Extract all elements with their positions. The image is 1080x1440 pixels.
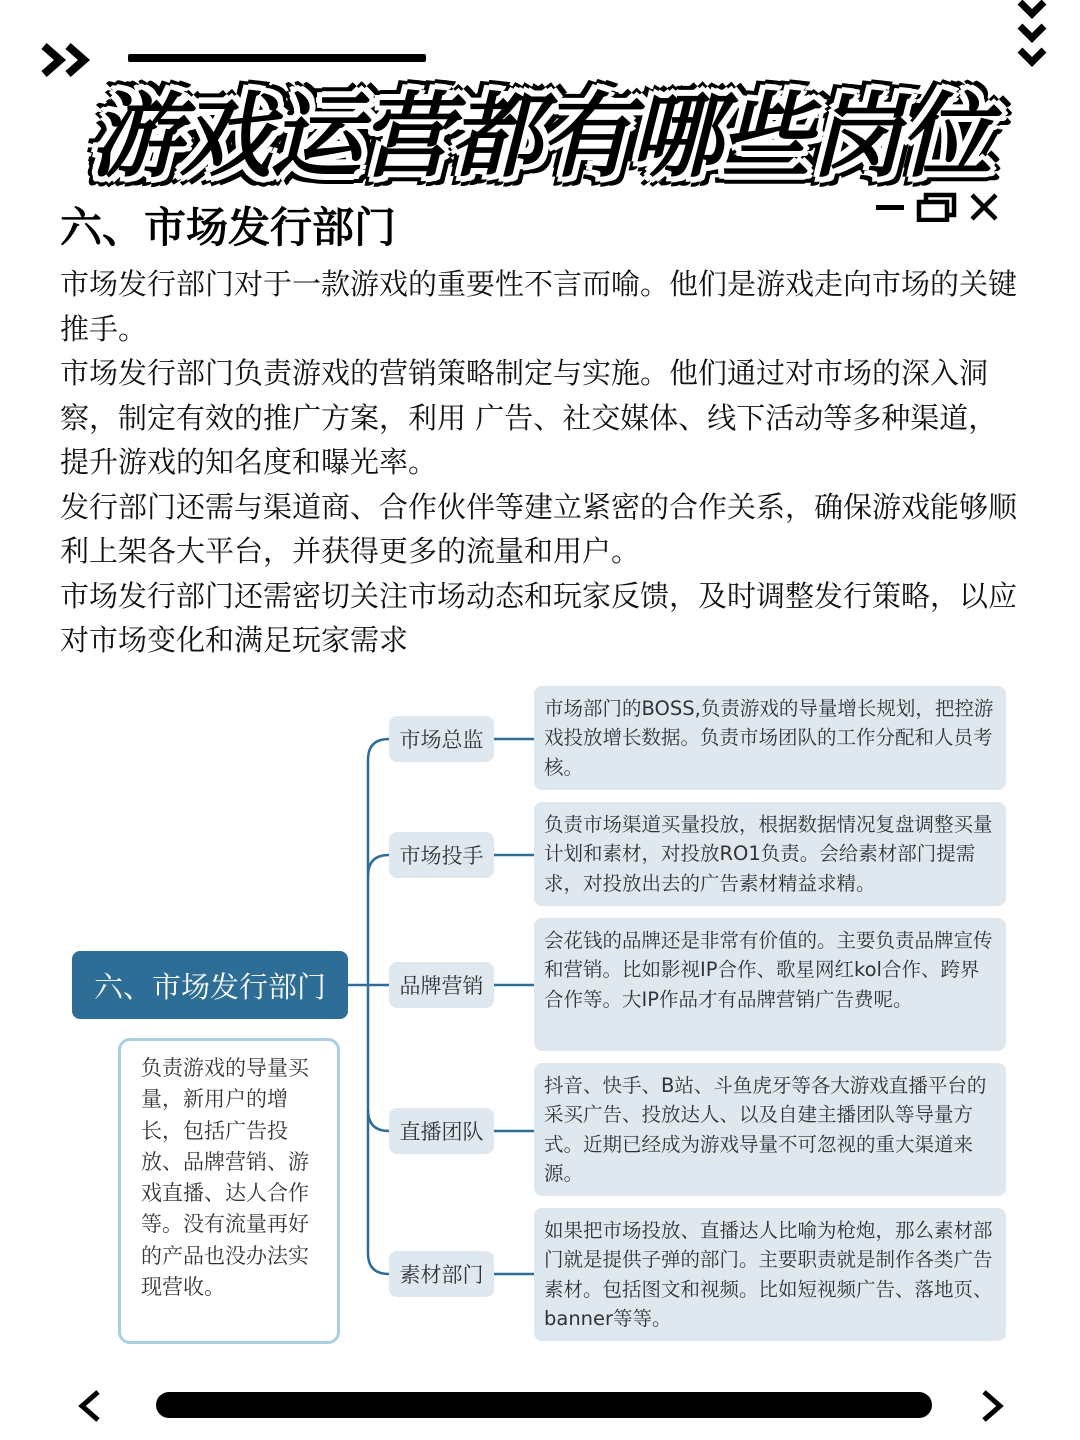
mindmap-central-node: 六、市场发行部门 <box>72 951 348 1019</box>
branch-desc-brand-marketing: 会花钱的品牌还是非常有价值的。主要负责品牌宣传和营销。比如影视IP合作、歌星网红kol合作、跨界合作等。大IP作品才有品牌营销广告费呢。 <box>534 918 1006 1051</box>
connector-trunk <box>368 739 389 1274</box>
paragraph: 市场发行部门负责游戏的营销策略制定与实施。他们通过对市场的深入洞察，制定有效的推广方案，利用 广告、社交媒体、线下活动等多种渠道，提升游戏的知名度和曝光率。 <box>60 356 998 479</box>
restore-icon[interactable] <box>919 195 954 220</box>
chevron-right-icon[interactable] <box>974 1386 1010 1426</box>
mindmap-note: 负责游戏的导量买量，新用户的增长，包括广告投放、品牌营销、游戏直播、达人合作等。没有流量再好的产品也没办法实现营收。 <box>118 1038 340 1344</box>
connector-branch-4 <box>368 1110 389 1131</box>
paragraph: 发行部门还需与渠道商、合作伙伴等建立紧密的合作关系，确保游戏能够顺利上架各大平台，并获得更多的流量和用户。 <box>60 489 1018 568</box>
branch-node-brand-marketing: 品牌营销 <box>389 962 494 1008</box>
double-chevron-right-icon <box>38 40 98 80</box>
page-title: 游戏运营都有哪些岗位 <box>89 83 990 190</box>
section-body <box>60 262 1025 663</box>
connector-branch-2 <box>368 855 389 876</box>
branch-desc-creative-dept: 如果把市场投放、直播达人比喻为枪炮，那么素材部门就是提供子弹的部门。主要职责就是制作各类广告素材。包括图文和视频。比如短视频广告、落地页、banner等等。 <box>534 1208 1006 1341</box>
section-heading: 六、市场发行部门 <box>60 203 397 252</box>
decorative-top-bar <box>128 54 426 62</box>
window-controls <box>874 192 1002 222</box>
paragraph: 市场发行部门还需密切关注市场动态和玩家反馈，及时调整发行策略，以应对市场变化和满足玩家需求 <box>60 578 1018 657</box>
branch-node-live-stream-team: 直播团队 <box>389 1108 494 1154</box>
branch-desc-market-director: 市场部门的BOSS,负责游戏的导量增长规划，把控游戏投放增长数据。负责市场团队的工作分配和人员考核。 <box>534 686 1006 790</box>
close-icon[interactable] <box>972 195 996 219</box>
branch-node-market-director: 市场总监 <box>389 716 494 762</box>
branch-node-creative-dept: 素材部门 <box>389 1251 494 1297</box>
scrollbar[interactable] <box>156 1392 932 1418</box>
triple-chevron-down-icon <box>1014 0 1050 78</box>
chevron-left-icon[interactable] <box>72 1386 108 1426</box>
branch-desc-live-stream-team: 抖音、快手、B站、斗鱼虎牙等各大游戏直播平台的采买广告、投放达人、以及自建主播团队等导量方式。近期已经成为游戏导量不可忽视的重大渠道来源。 <box>534 1063 1006 1196</box>
paragraph: 市场发行部门对于一款游戏的重要性不言而喻。他们是游戏走向市场的关键推手。 <box>60 267 1018 346</box>
minimize-icon[interactable] <box>876 205 904 210</box>
branch-node-media-buyer: 市场投手 <box>389 832 494 878</box>
branch-desc-media-buyer: 负责市场渠道买量投放，根据数据情况复盘调整买量计划和素材，对投放RO1负责。会给素材部门提需求，对投放出去的广告素材精益求精。 <box>534 802 1006 906</box>
